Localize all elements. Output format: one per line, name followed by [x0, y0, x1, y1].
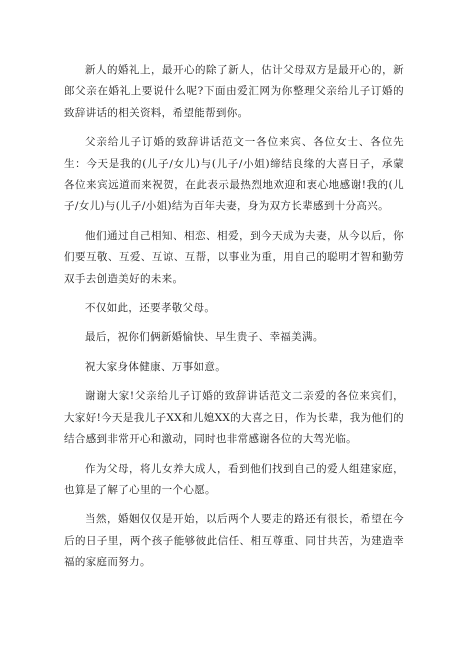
paragraph-wishes: 最后，祝你们俩新婚愉快、早生贵子、幸福美满。: [85, 331, 324, 344]
paragraph-speech-one-opening: 父亲给儿子订婚的致辞讲话范文一各位来宾、各位女士、各位先生：今天是我的(儿子/女儿)与(儿子/小姐)缔结良缘的大喜日子，承蒙各位来宾远道而来祝贺，在此表示最热烈地欢迎和衷心地感谢!我的(儿子/女儿)与(儿子/小姐)结为百年夫妻，身为双方长辈感到十分高兴。: [64, 136, 404, 213]
paragraph-parents-wish: 作为父母，将儿女养大成人，看到他们找到自己的爱人组建家庭，也算是了解了心里的一个心愿。: [64, 462, 404, 496]
article-body: [64, 60, 404, 582]
paragraph-marriage-journey: 当然，婚姻仅仅是开始，以后两个人要走的路还有很长，希望在今后的日子里，两个孩子能够彼此信任、相互尊重、同甘共苦，为建造幸福的家庭而努力。: [64, 513, 404, 569]
paragraph-intro: 新人的婚礼上，最开心的除了新人，估计父母双方是最开心的，新郎父亲在婚礼上要说什么呢?下面由爱汇网为你整理父亲给儿子订婚的致辞讲话的相关资料，希望能帮到你。: [64, 64, 404, 119]
paragraph-speech-two-opening: 谢谢大家!父亲给儿子订婚的致辞讲话范文二亲爱的各位来宾们，大家好!今天是我儿子XX和儿媳XX的大喜之日，作为长辈，我为他们的结合感到非常开心和激动，同时也非常感谢各位的大驾光临。: [64, 390, 404, 446]
paragraph-speech-one-advice: 他们通过自己相知、相恋、相爱，到今天成为夫妻，从今以后，你们要互敬、互爱、互谅、互帮，以事业为重，用自己的聪明才智和勤劳双手去创造美好的未来。: [64, 229, 404, 285]
paragraph-blessing: 祝大家身体健康、万事如意。: [85, 360, 227, 373]
paragraph-filial-piety: 不仅如此，还要孝敬父母。: [85, 302, 216, 315]
